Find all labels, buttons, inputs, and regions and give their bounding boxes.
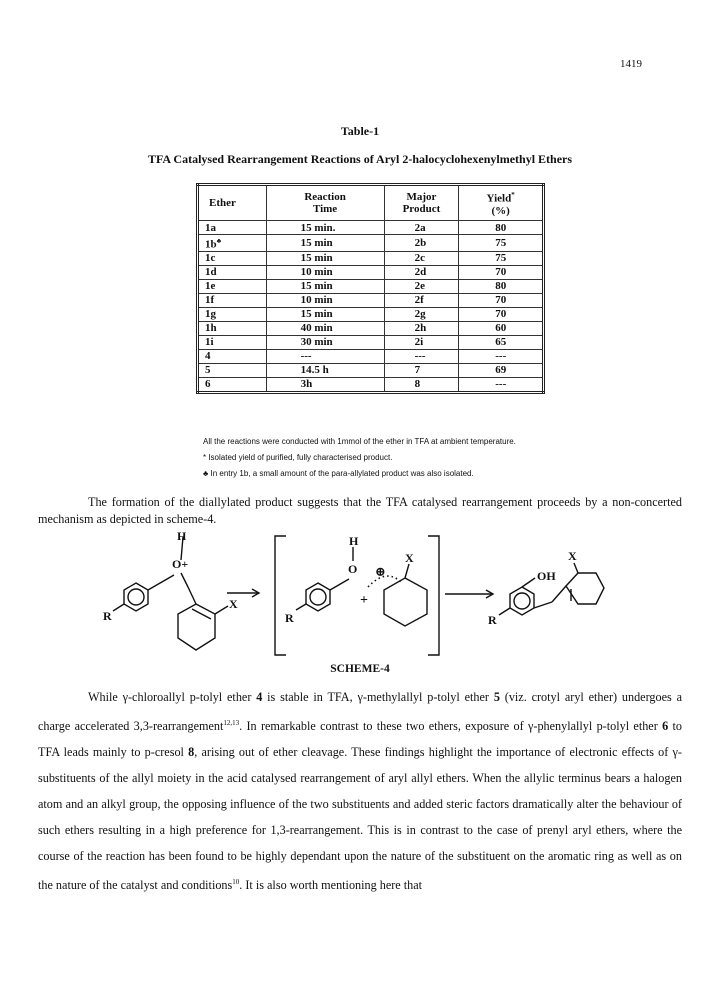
- bond-ch2-ring: [188, 587, 196, 604]
- label-oh-product: OH: [537, 569, 556, 583]
- bond-oxygen-ch2: [181, 573, 188, 587]
- cell-yield: 70: [459, 307, 544, 321]
- cell-reaction-time: 10 min: [266, 265, 384, 279]
- bond-r-aryl-middle: [296, 604, 306, 610]
- label-o-middle: O: [348, 562, 358, 576]
- cell-ether: 1b♣: [198, 235, 267, 252]
- table-row: [198, 235, 544, 252]
- bond-ring-x-product: [574, 563, 578, 573]
- table-note-entry-1b: ♣ In entry 1b, a small amount of the para-allylated product was also isolated.: [203, 469, 474, 478]
- bond-ring-x-middle: [405, 564, 409, 578]
- aromatic-circle-product: [514, 593, 530, 609]
- table-row: [198, 279, 544, 293]
- cell-ether: 1e: [198, 279, 267, 293]
- cell-reaction-time: 15 min: [266, 235, 384, 252]
- bond-r-aryl-left: [113, 604, 124, 611]
- cell-major-product: 2b: [384, 235, 459, 252]
- cell-reaction-time: 10 min: [266, 293, 384, 307]
- cell-major-product: 7: [384, 363, 459, 377]
- label-r-middle: R: [285, 611, 294, 625]
- cell-yield: 70: [459, 265, 544, 279]
- label-r-product: R: [488, 613, 497, 627]
- table-row: [198, 265, 544, 279]
- cell-major-product: ---: [384, 349, 459, 363]
- cell-major-product: 2d: [384, 265, 459, 279]
- bracket-right: [428, 536, 439, 655]
- label-x-left: X: [229, 597, 238, 611]
- label-x-middle: X: [405, 551, 414, 565]
- cell-major-product: 8: [384, 377, 459, 392]
- cell-yield: 75: [459, 235, 544, 252]
- cell-major-product: 2a: [384, 221, 459, 235]
- cell-ether: 1c: [198, 251, 267, 265]
- table-title: TFA Catalysed Rearrangement Reactions of Aryl 2-halocyclohexenylmethyl Ethers: [147, 152, 573, 166]
- bond-ch2-ring-product: [552, 586, 566, 602]
- cell-reaction-time: 30 min: [266, 335, 384, 349]
- table-row: [198, 251, 544, 265]
- cell-yield: 75: [459, 251, 544, 265]
- footnote-mark: ♣: [216, 237, 222, 245]
- table-note-conditions: All the reactions were conducted with 1mmol of the ether in TFA at ambient temperature.: [203, 437, 516, 446]
- header-yield: Yield* (%): [459, 185, 544, 221]
- table-note-isolated-yield: * Isolated yield of purified, fully characterised product.: [203, 453, 393, 462]
- cell-yield: 70: [459, 293, 544, 307]
- bond-aryl-oh: [522, 578, 535, 587]
- bond-ring-x-left: [215, 606, 228, 614]
- label-r-left: R: [103, 609, 112, 623]
- table-row: [198, 321, 544, 335]
- cell-major-product: 2f: [384, 293, 459, 307]
- cell-yield: 80: [459, 221, 544, 235]
- table-label: Table-1: [340, 124, 380, 138]
- label-plus: +: [360, 593, 368, 608]
- paragraph-mechanism: The formation of the diallylated product suggests that the TFA catalysed rearrangement proceeds by a non-concerted mechanism as depicted in scheme-4.: [38, 495, 682, 526]
- cell-reaction-time: 40 min: [266, 321, 384, 335]
- bond-r-aryl-product: [499, 608, 510, 615]
- table-row: [198, 307, 544, 321]
- bond-aryl-oxygen-middle: [330, 579, 349, 590]
- cyclohexyl-cation-ring: [384, 578, 427, 626]
- table-row: [198, 221, 544, 235]
- cell-ether: 1i: [198, 335, 267, 349]
- bond-aryl-oxygen: [148, 575, 174, 590]
- table-row: [198, 377, 544, 392]
- table-row: [198, 335, 544, 349]
- label-h-middle: H: [349, 534, 359, 548]
- page-number: 1419: [620, 58, 642, 70]
- cell-major-product: 2e: [384, 279, 459, 293]
- cell-major-product: 2h: [384, 321, 459, 335]
- cell-reaction-time: 15 min: [266, 251, 384, 265]
- table-row: [198, 293, 544, 307]
- table-header-row: [198, 185, 544, 221]
- cell-yield: ---: [459, 349, 544, 363]
- cell-yield: 60: [459, 321, 544, 335]
- cell-reaction-time: 15 min.: [266, 221, 384, 235]
- cell-ether: 4: [198, 349, 267, 363]
- cell-reaction-time: ---: [266, 349, 384, 363]
- table-row: [198, 349, 544, 363]
- cell-ether: 5: [198, 363, 267, 377]
- cell-ether: 1a: [198, 221, 267, 235]
- cell-ether: 1h: [198, 321, 267, 335]
- bracket-left: [275, 536, 286, 655]
- header-major-product: Major Product: [384, 185, 459, 221]
- aromatic-circle-middle: [310, 589, 326, 605]
- aromatic-circle-left: [128, 589, 144, 605]
- label-cation: ⊕: [375, 564, 386, 579]
- cell-yield: 65: [459, 335, 544, 349]
- results-table: [196, 183, 545, 394]
- cell-yield: ---: [459, 377, 544, 392]
- cell-major-product: 2g: [384, 307, 459, 321]
- cell-yield: 69: [459, 363, 544, 377]
- cell-yield: 80: [459, 279, 544, 293]
- cell-ether: 1d: [198, 265, 267, 279]
- cell-reaction-time: 3h: [266, 377, 384, 392]
- label-o-plus-left: O+: [172, 557, 189, 571]
- cell-ether: 1f: [198, 293, 267, 307]
- cell-major-product: 2i: [384, 335, 459, 349]
- label-x-product: X: [568, 549, 577, 563]
- cell-ether: 1g: [198, 307, 267, 321]
- label-h-left: H: [177, 530, 187, 543]
- header-reaction-time: Reaction Time: [266, 185, 384, 221]
- cell-reaction-time: 15 min: [266, 307, 384, 321]
- cell-major-product: 2c: [384, 251, 459, 265]
- header-ether: Ether: [198, 185, 267, 221]
- scheme-label: SCHEME-4: [330, 663, 390, 675]
- bond-aryl-ch2-product: [534, 602, 552, 608]
- cell-ether: 6: [198, 377, 267, 392]
- cell-reaction-time: 15 min: [266, 279, 384, 293]
- cell-reaction-time: 14.5 h: [266, 363, 384, 377]
- scheme-4-diagram: [0, 530, 720, 662]
- paragraph-discussion: While γ-chloroallyl p-tolyl ether 4 is stable in TFA, γ-methylallyl p-tolyl ether 5 (viz. crotyl aryl ether) undergoes a charge accelerated 3,3-rearrangement$^{12,13}$. In remarkable contrast to these two ethers, exposure of γ-phenylallyl p-tolyl ether 6 to TFA leads mainly to p-cresol 8, arising out of ether cleavage. These findings highlight the importance of electronic effects of γ-substituents of the allyl moiety in the acid catalysed rearrangement of aryl allyl ethers. When the allylic terminus bears a halogen atom and an alkyl group, the opposing influence of the two substituents and added steric factors dramatically alter the behaviour of such ethers resulting in a high preference for 1,3-rearrangement. This is in contrast to the case of prenyl aryl ethers, where the course of the reaction has been found to be highly dependant upon the nature of the substituent on the aromatic ring as well as on the nature of the catalyst and conditions$^{10}$. It is also worth mentioning here that: [38, 690, 683, 893]
- table-row: [198, 363, 544, 377]
